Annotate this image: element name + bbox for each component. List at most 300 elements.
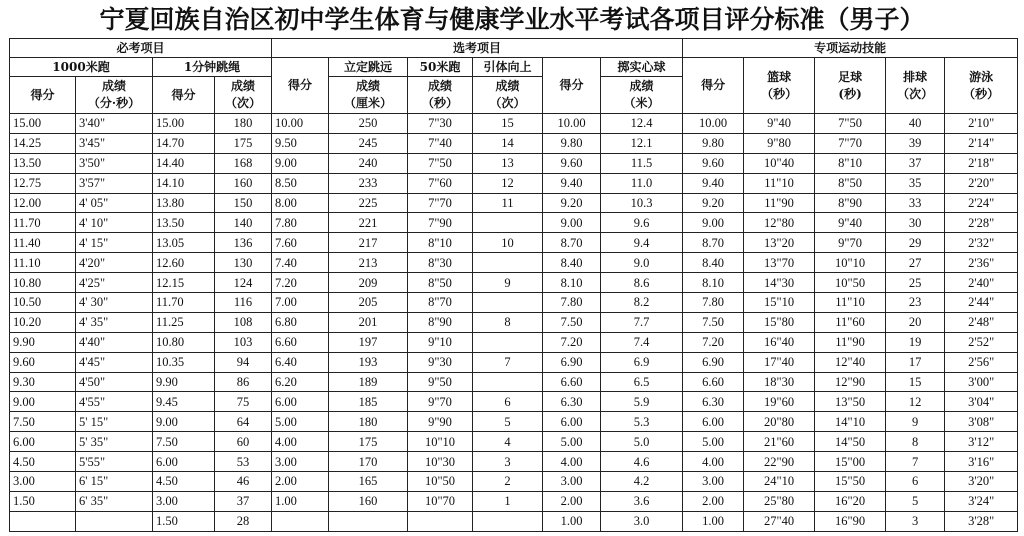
table-cell: 7.80: [543, 293, 601, 313]
table-cell: 9"70: [815, 233, 886, 253]
item-pull-up: 引体向上: [473, 58, 543, 77]
scoring-table: [9, 38, 1018, 532]
table-cell: 6.60: [683, 372, 744, 392]
table-cell: 9.40: [683, 173, 744, 193]
table-cell: 7.60: [272, 233, 329, 253]
table-cell: 185: [329, 392, 408, 412]
table-cell: 13: [473, 153, 543, 173]
table-cell: 3'20": [945, 472, 1018, 492]
table-row: [10, 293, 1018, 313]
table-cell: 2'20": [945, 173, 1018, 193]
table-cell: 4'20": [76, 253, 153, 273]
header-row-items: [10, 58, 1018, 77]
table-cell: 8"10: [408, 233, 473, 253]
table-cell: 5' 15": [76, 412, 153, 432]
table-cell: 35: [886, 173, 945, 193]
table-cell: 9"70: [408, 392, 473, 412]
table-cell: 60: [215, 432, 272, 452]
table-cell: 10.20: [10, 312, 76, 332]
table-cell: 10.00: [543, 114, 601, 134]
table-row: [10, 193, 1018, 213]
table-cell: [473, 511, 543, 531]
table-cell: 1: [473, 491, 543, 511]
table-cell: 4'45": [76, 352, 153, 372]
table-cell: 6.30: [683, 392, 744, 412]
table-cell: 14.40: [153, 153, 215, 173]
table-cell: 201: [329, 312, 408, 332]
table-cell: 3.00: [543, 472, 601, 492]
table-cell: 2'56": [945, 352, 1018, 372]
table-cell: 40: [886, 114, 945, 134]
table-cell: 11"60: [815, 312, 886, 332]
table-cell: 9.0: [601, 253, 683, 273]
table-cell: 5.00: [683, 432, 744, 452]
table-cell: 8"90: [815, 193, 886, 213]
col-score-skill: 得分: [683, 58, 744, 114]
table-cell: 20: [886, 312, 945, 332]
table-cell: 8.10: [683, 273, 744, 293]
table-cell: 2'10": [945, 114, 1018, 134]
table-cell: 25: [886, 273, 945, 293]
table-cell: 3.6: [601, 491, 683, 511]
table-cell: [473, 213, 543, 233]
table-cell: 213: [329, 253, 408, 273]
table-cell: 10"40: [744, 153, 815, 173]
table-cell: 10"50: [408, 472, 473, 492]
table-cell: 221: [329, 213, 408, 233]
table-cell: 168: [215, 153, 272, 173]
table-cell: 7"40: [408, 133, 473, 153]
table-cell: 8.00: [272, 193, 329, 213]
table-cell: 16"20: [815, 491, 886, 511]
table-cell: 17: [886, 352, 945, 372]
table-cell: 9.00: [543, 213, 601, 233]
table-cell: 10.80: [10, 273, 76, 293]
table-cell: 10.80: [153, 332, 215, 352]
table-cell: 10"30: [408, 452, 473, 472]
table-cell: 2'36": [945, 253, 1018, 273]
table-cell: 8"70: [408, 293, 473, 313]
table-cell: 46: [215, 472, 272, 492]
table-cell: 2'40": [945, 273, 1018, 293]
table-cell: 53: [215, 452, 272, 472]
table-cell: 180: [329, 412, 408, 432]
table-cell: 103: [215, 332, 272, 352]
table-cell: 150: [215, 193, 272, 213]
table-cell: 6.60: [272, 332, 329, 352]
table-cell: 10.00: [683, 114, 744, 134]
table-cell: 64: [215, 412, 272, 432]
table-cell: 16"90: [815, 511, 886, 531]
table-cell: 14"30: [744, 273, 815, 293]
table-cell: 94: [215, 352, 272, 372]
table-cell: 2'44": [945, 293, 1018, 313]
table-cell: 3'16": [945, 452, 1018, 472]
table-cell: 6.5: [601, 372, 683, 392]
table-cell: [272, 511, 329, 531]
table-cell: 205: [329, 293, 408, 313]
table-cell: 1.00: [683, 511, 744, 531]
table-cell: [10, 511, 76, 531]
table-cell: 6' 15": [76, 472, 153, 492]
table-cell: 10"50: [815, 273, 886, 293]
table-cell: 7.40: [272, 253, 329, 273]
table-cell: 13.80: [153, 193, 215, 213]
table-row: [10, 472, 1018, 492]
table-cell: 12.1: [601, 133, 683, 153]
col-long-jump-result: 成绩 （厘米）: [329, 77, 408, 114]
table-cell: 5.0: [601, 432, 683, 452]
table-cell: 7: [473, 352, 543, 372]
table-cell: 9.60: [683, 153, 744, 173]
table-cell: 12.60: [153, 253, 215, 273]
group-skill: 专项运动技能: [683, 39, 1018, 58]
table-cell: 3'28": [945, 511, 1018, 531]
table-cell: 5: [473, 412, 543, 432]
table-cell: 3'08": [945, 412, 1018, 432]
table-cell: 3'12": [945, 432, 1018, 452]
table-cell: 175: [215, 133, 272, 153]
table-cell: 9: [886, 412, 945, 432]
table-cell: 7.7: [601, 312, 683, 332]
table-cell: 9.60: [543, 153, 601, 173]
table-cell: 8: [886, 432, 945, 452]
table-cell: 9.6: [601, 213, 683, 233]
table-cell: 8.40: [543, 253, 601, 273]
table-cell: 3: [886, 511, 945, 531]
table-cell: 6.00: [272, 392, 329, 412]
table-cell: 4' 35": [76, 312, 153, 332]
table-cell: 7.20: [272, 273, 329, 293]
table-cell: 9.50: [272, 133, 329, 153]
table-cell: 9.00: [10, 392, 76, 412]
table-cell: 8.50: [272, 173, 329, 193]
table-cell: 6.9: [601, 352, 683, 372]
table-row: [10, 392, 1018, 412]
table-cell: 6.20: [272, 372, 329, 392]
table-cell: 11.5: [601, 153, 683, 173]
table-cell: 86: [215, 372, 272, 392]
table-cell: 18"30: [744, 372, 815, 392]
table-cell: 12.75: [10, 173, 76, 193]
table-cell: 7"50: [815, 114, 886, 134]
table-cell: 2'24": [945, 193, 1018, 213]
table-cell: 13"50: [815, 392, 886, 412]
table-cell: 9"40: [815, 213, 886, 233]
item-shot-put: 掷实心球: [601, 58, 683, 77]
table-row: [10, 133, 1018, 153]
table-cell: 12: [886, 392, 945, 412]
table-cell: 13"20: [744, 233, 815, 253]
table-cell: 2'18": [945, 153, 1018, 173]
table-cell: 3.00: [153, 491, 215, 511]
table-cell: 7.20: [543, 332, 601, 352]
table-cell: 4.6: [601, 452, 683, 472]
table-cell: 13.50: [153, 213, 215, 233]
table-cell: 11.70: [153, 293, 215, 313]
table-row: [10, 452, 1018, 472]
table-cell: 4.00: [543, 452, 601, 472]
table-cell: 5.9: [601, 392, 683, 412]
table-cell: 6: [473, 392, 543, 412]
table-cell: 9.4: [601, 233, 683, 253]
item-run-1000: 1000米跑: [10, 58, 153, 77]
table-cell: 23: [886, 293, 945, 313]
table-cell: 4: [473, 432, 543, 452]
table-cell: 12"80: [744, 213, 815, 233]
table-cell: 2'48": [945, 312, 1018, 332]
table-row: [10, 153, 1018, 173]
table-cell: 11"90: [744, 193, 815, 213]
table-cell: 17"40: [744, 352, 815, 372]
table-row: [10, 233, 1018, 253]
table-row: [10, 511, 1018, 531]
table-cell: 4.00: [683, 452, 744, 472]
table-row: [10, 273, 1018, 293]
table-cell: 7.50: [10, 412, 76, 432]
table-cell: 10.3: [601, 193, 683, 213]
table-cell: 4' 10": [76, 213, 153, 233]
table-cell: 240: [329, 153, 408, 173]
table-cell: 8"10: [815, 153, 886, 173]
table-cell: 25"80: [744, 491, 815, 511]
table-cell: 8"50: [408, 273, 473, 293]
table-cell: 209: [329, 273, 408, 293]
table-cell: 12.15: [153, 273, 215, 293]
table-cell: 7.80: [272, 213, 329, 233]
table-cell: 8: [473, 312, 543, 332]
table-cell: 130: [215, 253, 272, 273]
table-cell: 8"50: [815, 173, 886, 193]
table-cell: 4' 30": [76, 293, 153, 313]
table-cell: 22"90: [744, 452, 815, 472]
table-cell: 15.00: [10, 114, 76, 134]
table-cell: 7"70: [408, 193, 473, 213]
table-cell: [473, 332, 543, 352]
table-cell: [408, 511, 473, 531]
table-cell: 30: [886, 213, 945, 233]
col-pull-up-result: 成绩 （次）: [473, 77, 543, 114]
table-cell: 2'52": [945, 332, 1018, 352]
table-cell: 10"10: [408, 432, 473, 452]
table-row: [10, 332, 1018, 352]
table-cell: 9.60: [10, 352, 76, 372]
table-cell: 170: [329, 452, 408, 472]
table-cell: 9.00: [272, 153, 329, 173]
table-cell: 29: [886, 233, 945, 253]
table-cell: 5.00: [272, 412, 329, 432]
table-cell: [329, 511, 408, 531]
table-cell: 24"10: [744, 472, 815, 492]
table-cell: 10"70: [408, 491, 473, 511]
table-cell: [473, 372, 543, 392]
table-cell: 165: [329, 472, 408, 492]
table-cell: 2'28": [945, 213, 1018, 233]
group-elective: 选考项目: [272, 39, 683, 58]
table-cell: 9"30: [408, 352, 473, 372]
table-cell: 14"10: [815, 412, 886, 432]
table-cell: 3'45": [76, 133, 153, 153]
table-cell: 193: [329, 352, 408, 372]
table-cell: 8.70: [683, 233, 744, 253]
table-cell: 9"80: [744, 133, 815, 153]
table-cell: 9"40: [744, 114, 815, 134]
table-cell: 11.25: [153, 312, 215, 332]
table-cell: 14"50: [815, 432, 886, 452]
table-cell: 197: [329, 332, 408, 352]
col-volleyball: 排球 （次）: [886, 58, 945, 114]
table-cell: 4' 05": [76, 193, 153, 213]
table-cell: 8"30: [408, 253, 473, 273]
table-cell: 15"00: [815, 452, 886, 472]
table-cell: 9.00: [153, 412, 215, 432]
table-cell: 12"40: [815, 352, 886, 372]
table-cell: 8.10: [543, 273, 601, 293]
table-cell: 19"60: [744, 392, 815, 412]
col-football: 足球 (秒): [815, 58, 886, 114]
table-row: [10, 491, 1018, 511]
table-cell: 1.00: [543, 511, 601, 531]
table-cell: 10.35: [153, 352, 215, 372]
table-cell: 1.50: [153, 511, 215, 531]
table-cell: 3.00: [683, 472, 744, 492]
item-run-50: 50米跑: [408, 58, 473, 77]
table-cell: 13.05: [153, 233, 215, 253]
col-run-50-result: 成绩 （秒）: [408, 77, 473, 114]
table-cell: 12.4: [601, 114, 683, 134]
table-cell: 6.00: [543, 412, 601, 432]
table-cell: 3: [473, 452, 543, 472]
table-cell: 3.0: [601, 511, 683, 531]
table-cell: 7.00: [272, 293, 329, 313]
table-cell: 10: [473, 233, 543, 253]
table-cell: 225: [329, 193, 408, 213]
table-cell: 19: [886, 332, 945, 352]
table-cell: 250: [329, 114, 408, 134]
table-cell: 10.00: [272, 114, 329, 134]
table-cell: 15.00: [153, 114, 215, 134]
table-cell: 4' 15": [76, 233, 153, 253]
table-row: [10, 253, 1018, 273]
table-cell: 9.40: [543, 173, 601, 193]
table-cell: 7"70: [815, 133, 886, 153]
table-cell: 11.10: [10, 253, 76, 273]
table-cell: 6.40: [272, 352, 329, 372]
table-cell: 10"10: [815, 253, 886, 273]
table-cell: 4.50: [10, 452, 76, 472]
table-cell: 14.10: [153, 173, 215, 193]
table-cell: 8.70: [543, 233, 601, 253]
table-body: [10, 114, 1018, 532]
table-cell: 5' 35": [76, 432, 153, 452]
group-required: 必考项目: [10, 39, 272, 58]
table-cell: 8.2: [601, 293, 683, 313]
table-cell: 12: [473, 173, 543, 193]
table-cell: 37: [215, 491, 272, 511]
table-row: [10, 372, 1018, 392]
table-cell: 3'04": [945, 392, 1018, 412]
table-cell: 3.00: [272, 452, 329, 472]
table-cell: 140: [215, 213, 272, 233]
table-cell: 12"90: [815, 372, 886, 392]
table-cell: 9"10: [408, 332, 473, 352]
table-cell: 75: [215, 392, 272, 412]
col-score-elective-a: 得分: [272, 58, 329, 114]
table-cell: 2'14": [945, 133, 1018, 153]
table-row: [10, 412, 1018, 432]
table-cell: 33: [886, 193, 945, 213]
table-row: [10, 352, 1018, 372]
col-run-result: 成绩 （分·秒）: [76, 77, 153, 114]
table-cell: 180: [215, 114, 272, 134]
table-cell: 3'50": [76, 153, 153, 173]
table-cell: 7.50: [543, 312, 601, 332]
table-cell: 6.30: [543, 392, 601, 412]
table-cell: 8.40: [683, 253, 744, 273]
table-cell: 7"90: [408, 213, 473, 233]
table-cell: 116: [215, 293, 272, 313]
table-cell: 233: [329, 173, 408, 193]
table-cell: 15"50: [815, 472, 886, 492]
table-cell: 7"50: [408, 153, 473, 173]
table-cell: 189: [329, 372, 408, 392]
table-cell: 2'32": [945, 233, 1018, 253]
table-cell: 6.90: [543, 352, 601, 372]
table-cell: 20"80: [744, 412, 815, 432]
table-row: [10, 432, 1018, 452]
table-cell: 15: [886, 372, 945, 392]
table-cell: [76, 511, 153, 531]
table-row: [10, 114, 1018, 134]
header-row-groups: [10, 39, 1018, 58]
table-cell: 2.00: [543, 491, 601, 511]
table-cell: 8"90: [408, 312, 473, 332]
table-cell: 9: [473, 273, 543, 293]
table-cell: 28: [215, 511, 272, 531]
table-cell: 9.80: [543, 133, 601, 153]
table-row: [10, 173, 1018, 193]
table-cell: 6.60: [543, 372, 601, 392]
table-cell: 6.00: [10, 432, 76, 452]
table-cell: 175: [329, 432, 408, 452]
table-cell: 1.00: [272, 491, 329, 511]
table-cell: 6: [886, 472, 945, 492]
table-cell: 9.20: [683, 193, 744, 213]
table-cell: 160: [215, 173, 272, 193]
table-cell: 7"30: [408, 114, 473, 134]
table-cell: [473, 253, 543, 273]
table-cell: 11"10: [744, 173, 815, 193]
table-cell: 3.00: [10, 472, 76, 492]
table-cell: 11"90: [815, 332, 886, 352]
table-cell: 9"90: [408, 412, 473, 432]
item-jump-rope: 1分钟跳绳: [153, 58, 272, 77]
table-cell: 27: [886, 253, 945, 273]
table-cell: 5.00: [543, 432, 601, 452]
table-cell: 1.50: [10, 491, 76, 511]
table-cell: 9.90: [153, 372, 215, 392]
table-cell: 4'40": [76, 332, 153, 352]
table-cell: 11.40: [10, 233, 76, 253]
table-cell: 9.20: [543, 193, 601, 213]
col-basketball: 篮球 （秒）: [744, 58, 815, 114]
table-cell: 15"80: [744, 312, 815, 332]
table-cell: 11.70: [10, 213, 76, 233]
table-cell: 4.00: [272, 432, 329, 452]
table-cell: 3'24": [945, 491, 1018, 511]
table-cell: 7.80: [683, 293, 744, 313]
table-cell: 7"60: [408, 173, 473, 193]
